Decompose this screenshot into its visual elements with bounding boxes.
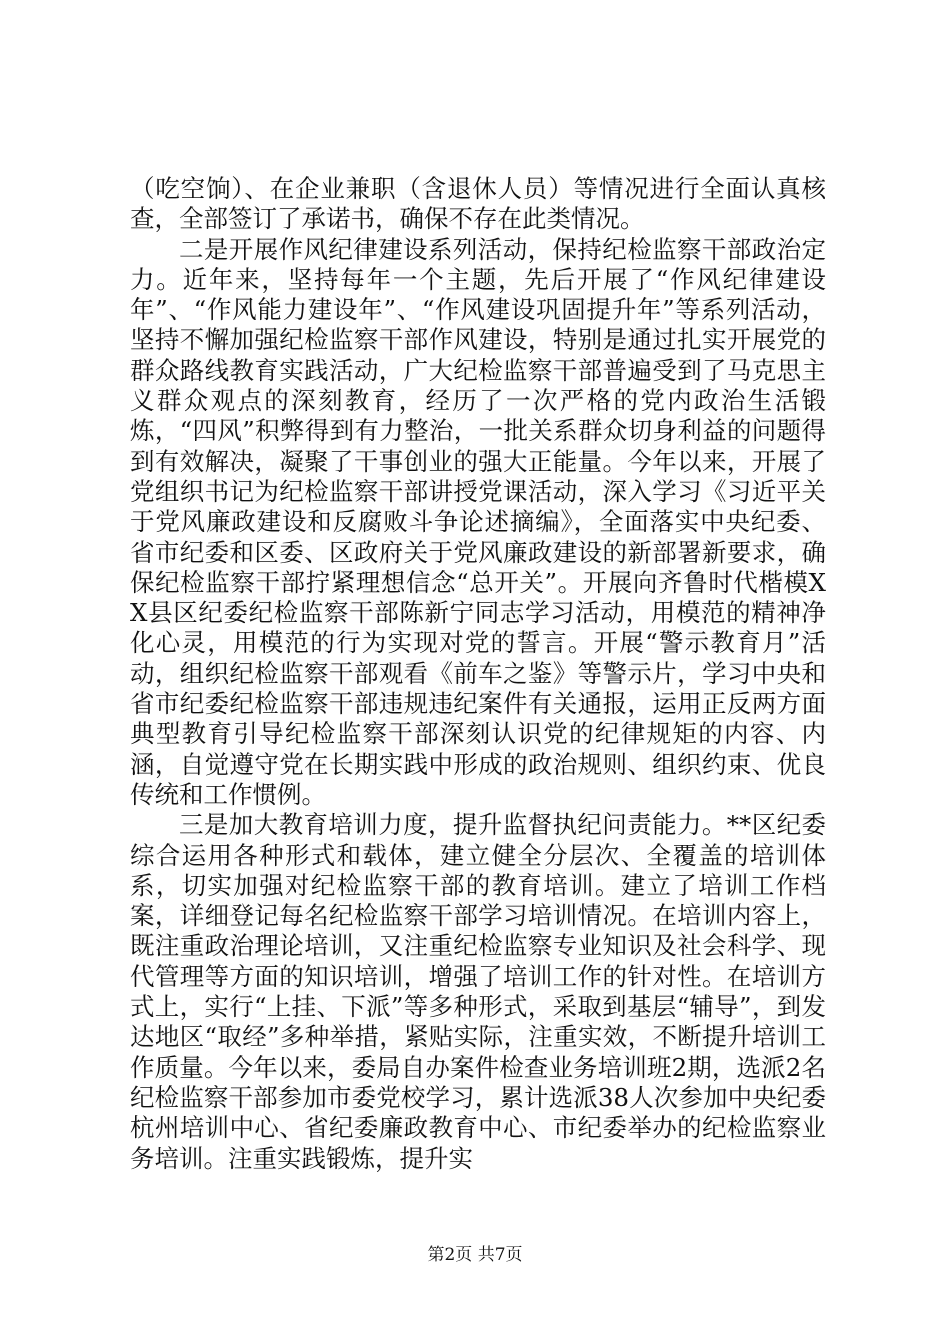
paragraph-style-discipline: 二是开展作风纪律建设系列活动，保持纪检监察干部政治定力。近年来，坚持每年一个主题，先后开展了“作风纪律建设年”、“作风能力建设年”、“作风建设巩固提升年”等系列活动，坚持不懈加强纪检监察干部作风建设，特别是通过扎实开展党的群众路线教育实践活动，广大纪检监察干部普遍受到了马克思主义群众观点的深刻教育，经历了一次严格的党内政治生活锻炼，“四风”积弊得到有力整治，一批关系群众切身利益的问题得到有效解决，凝聚了干事创业的强大正能量。今年以来，开展了党组织书记为纪检监察干部讲授党课活动，深入学习《习近平关于党风廉政建设和反腐败斗争论述摘编》，全面落实中央纪委、省市纪委和区委、区政府关于党风廉政建设的新部署新要求，确保纪检监察干部拧紧理想信念“总开关”。开展向齐鲁时代楷模XX县区纪委纪检监察干部陈新宁同志学习活动，用模范的精神净化心灵，用模范的行为实现对党的誓言。开展“警示教育月”活动，组织纪检监察干部观看《前车之鉴》等警示片，学习中央和省市纪委纪检监察干部违规违纪案件有关通报，运用正反两方面典型教育引导纪检监察干部深刻认识党的纪律规矩的内容、内涵，自觉遵守党在长期实践中形成的政治规则、组织约束、优良传统和工作惯例。 — [130, 234, 826, 809]
paragraph-continuation: （吃空饷）、在企业兼职（含退休人员）等情况进行全面认真核查，全部签订了承诺书，确保不存在此类情况。 — [130, 174, 826, 234]
paragraph-training: 三是加大教育培训力度，提升监督执纪问责能力。**区纪委综合运用各种形式和载体，建立健全分层次、全覆盖的培训体系，切实加强对纪检监察干部的教育培训。建立了培训工作档案，详细登记每名纪检监察干部学习培训情况。在培训内容上，既注重政治理论培训，又注重纪检监察专业知识及社会科学、现代管理等方面的知识培训，增强了培训工作的针对性。在培训方式上，实行“上挂、下派”等多种形式，采取到基层“辅导”，到发达地区“取经”多种举措，紧贴实际，注重实效，不断提升培训工作质量。今年以来，委局自办案件检查业务培训班2期，选派2名纪检监察干部参加市委党校学习，累计选派38人次参加中央纪委杭州培训中心、省纪委廉政教育中心、市纪委举办的纪检监察业务培训。注重实践锻炼，提升实 — [130, 810, 826, 1173]
page-number-footer: 第2页 共7页 — [427, 1245, 523, 1265]
document-body — [130, 174, 826, 1174]
